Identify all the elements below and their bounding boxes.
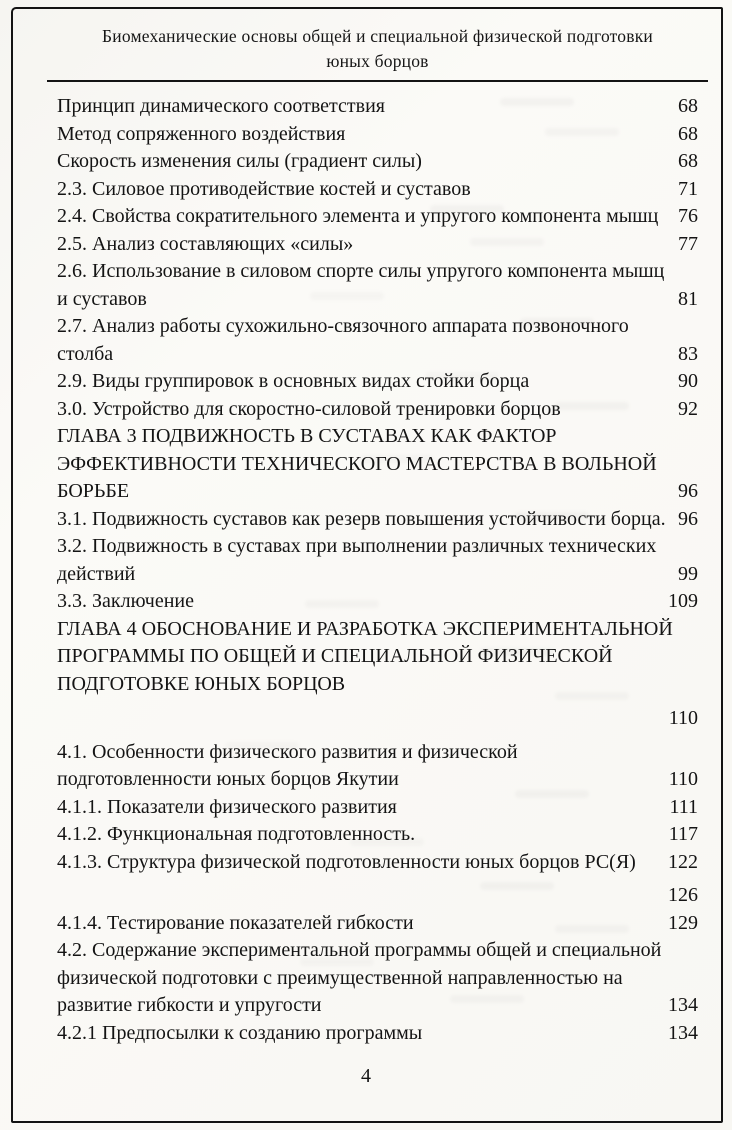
toc-entry-title: 2.4. Свойства сократительного элемента и упругого компонента мышц <box>57 205 659 227</box>
toc-entry-title: 3.1. Подвижность суставов как резерв повышения устойчивости борца. <box>57 507 666 530</box>
toc-entry <box>57 148 698 176</box>
toc-entry-title: Скорость изменения силы (градиент силы) <box>57 150 422 172</box>
toc-entry <box>57 910 698 938</box>
toc-entry-title: Метод сопряженного воздействия <box>57 122 346 145</box>
running-header-line2: юных борцов <box>326 51 429 71</box>
toc-entry-title: 4.1.4. Тестирование показателей гибкости <box>57 911 414 934</box>
toc-entry-page: 134 <box>668 994 698 1016</box>
toc-entry-page: 134 <box>668 1021 698 1044</box>
toc-entry <box>57 739 698 794</box>
toc-entry <box>57 506 698 534</box>
toc-entry-page: 68 <box>678 122 698 145</box>
page-content <box>57 24 698 1047</box>
toc-entry <box>57 93 698 121</box>
toc-entry <box>57 849 698 877</box>
toc-entry <box>57 794 698 822</box>
toc-entry <box>57 821 698 849</box>
toc-entry-page: 122 <box>668 850 698 873</box>
toc-entry-page: 77 <box>678 232 698 255</box>
toc-entry-title: 2.3. Силовое противодействие костей и суставов <box>57 177 471 200</box>
toc-entry <box>57 368 698 396</box>
bleed-through-artifact <box>0 0 74 8</box>
toc-entry <box>57 176 698 204</box>
toc-entry-title: ГЛАВА 4 ОБОСНОВАНИЕ И РАЗРАБОТКА ЭКСПЕРИМЕНТАЛЬНОЙ ПРОГРАММЫ ПО ОБЩЕЙ И СПЕЦИАЛЬНОЙ ФИЗИЧЕСКОЙ ПОДГОТОВКЕ ЮНЫХ БОРЦОВ <box>57 617 673 695</box>
toc-entry-page: 81 <box>678 287 698 310</box>
toc-entry-page: 68 <box>678 150 698 172</box>
toc-entry-page: 68 <box>678 95 698 117</box>
toc-entry-page: 110 <box>668 768 698 790</box>
toc-entry-page: 76 <box>678 205 698 227</box>
toc-entry-page: 109 <box>668 590 698 612</box>
toc-entry-page: 92 <box>678 397 698 420</box>
toc-entry <box>57 231 698 259</box>
toc-entry-page: 117 <box>668 823 698 845</box>
toc-entry-title <box>57 882 662 910</box>
page-number: 4 <box>361 1065 371 1087</box>
header-rule <box>47 80 708 82</box>
toc-entry <box>57 588 698 616</box>
toc-entry <box>57 396 698 424</box>
toc-entry-page: 129 <box>668 911 698 934</box>
toc-entry-title: 4.1.1. Показатели физического развития <box>57 795 397 818</box>
table-of-contents <box>57 93 698 1047</box>
toc-entry <box>57 616 698 733</box>
toc-entry-title: 4.1. Особенности физического развития и физической подготовленности юных борцов Якутии <box>57 740 518 790</box>
toc-entry <box>57 937 698 1020</box>
toc-entry <box>57 423 698 506</box>
toc-entry-title: 2.6. Использование в силовом спорте силы упругого компонента мышц и суставов <box>57 260 665 310</box>
toc-entry-page: 90 <box>678 370 698 392</box>
toc-entry-title: 4.1.3. Структура физической подготовленности юных борцов РС(Я) <box>57 850 636 873</box>
running-header-line1: Биомеханические основы общей и специальной физической подготовки <box>102 26 653 46</box>
toc-entry-title: 4.2.1 Предпосылки к созданию программы <box>57 1021 423 1044</box>
toc-entry-page: 71 <box>678 177 698 200</box>
toc-entry-title: 2.7. Анализ работы сухожильно-связочного аппарата позвоночного столба <box>57 315 629 365</box>
toc-entry <box>57 313 698 368</box>
toc-entry-title: ГЛАВА 3 ПОДВИЖНОСТЬ В СУСТАВАХ КАК ФАКТОР ЭФФЕКТИВНОСТИ ТЕХНИЧЕСКОГО МАСТЕРСТВА В ВОЛЬНОЙ БОРЬБЕ <box>57 425 657 502</box>
toc-entry-page: 83 <box>678 342 698 365</box>
running-header <box>57 24 698 74</box>
toc-entry-page: 99 <box>678 562 698 585</box>
toc-entry <box>57 1020 698 1048</box>
toc-entry <box>57 882 698 910</box>
toc-entry-page: 111 <box>669 795 698 818</box>
toc-entry <box>57 258 698 313</box>
toc-entry <box>57 533 698 588</box>
toc-entry-title: 3.0. Устройство для скоростно-силовой тренировки борцов <box>57 397 561 420</box>
toc-entry <box>57 121 698 149</box>
toc-entry-title: Принцип динамического соответствия <box>57 95 385 117</box>
toc-entry-title: 4.1.2. Функциональная подготовленность. <box>57 823 416 845</box>
toc-entry-page: 110 <box>668 707 698 729</box>
toc-entry-title: 2.5. Анализ составляющих «силы» <box>57 232 354 255</box>
toc-entry-title: 3.3. Заключение <box>57 590 194 612</box>
toc-entry-page: 96 <box>678 480 698 502</box>
toc-entry-page: 126 <box>668 884 698 906</box>
toc-entry-title: 2.9. Виды группировок в основных видах стойки борца <box>57 370 530 392</box>
toc-entry-title: 3.2. Подвижность в суставах при выполнении различных технических действий <box>57 535 657 585</box>
toc-entry <box>57 203 698 231</box>
toc-entry-page: 96 <box>678 507 698 530</box>
toc-entry-title: 4.2. Содержание экспериментальной программы общей и специальной физической подготовки с преимущественной направленностью на развитие гибкости и упругости <box>57 939 662 1016</box>
